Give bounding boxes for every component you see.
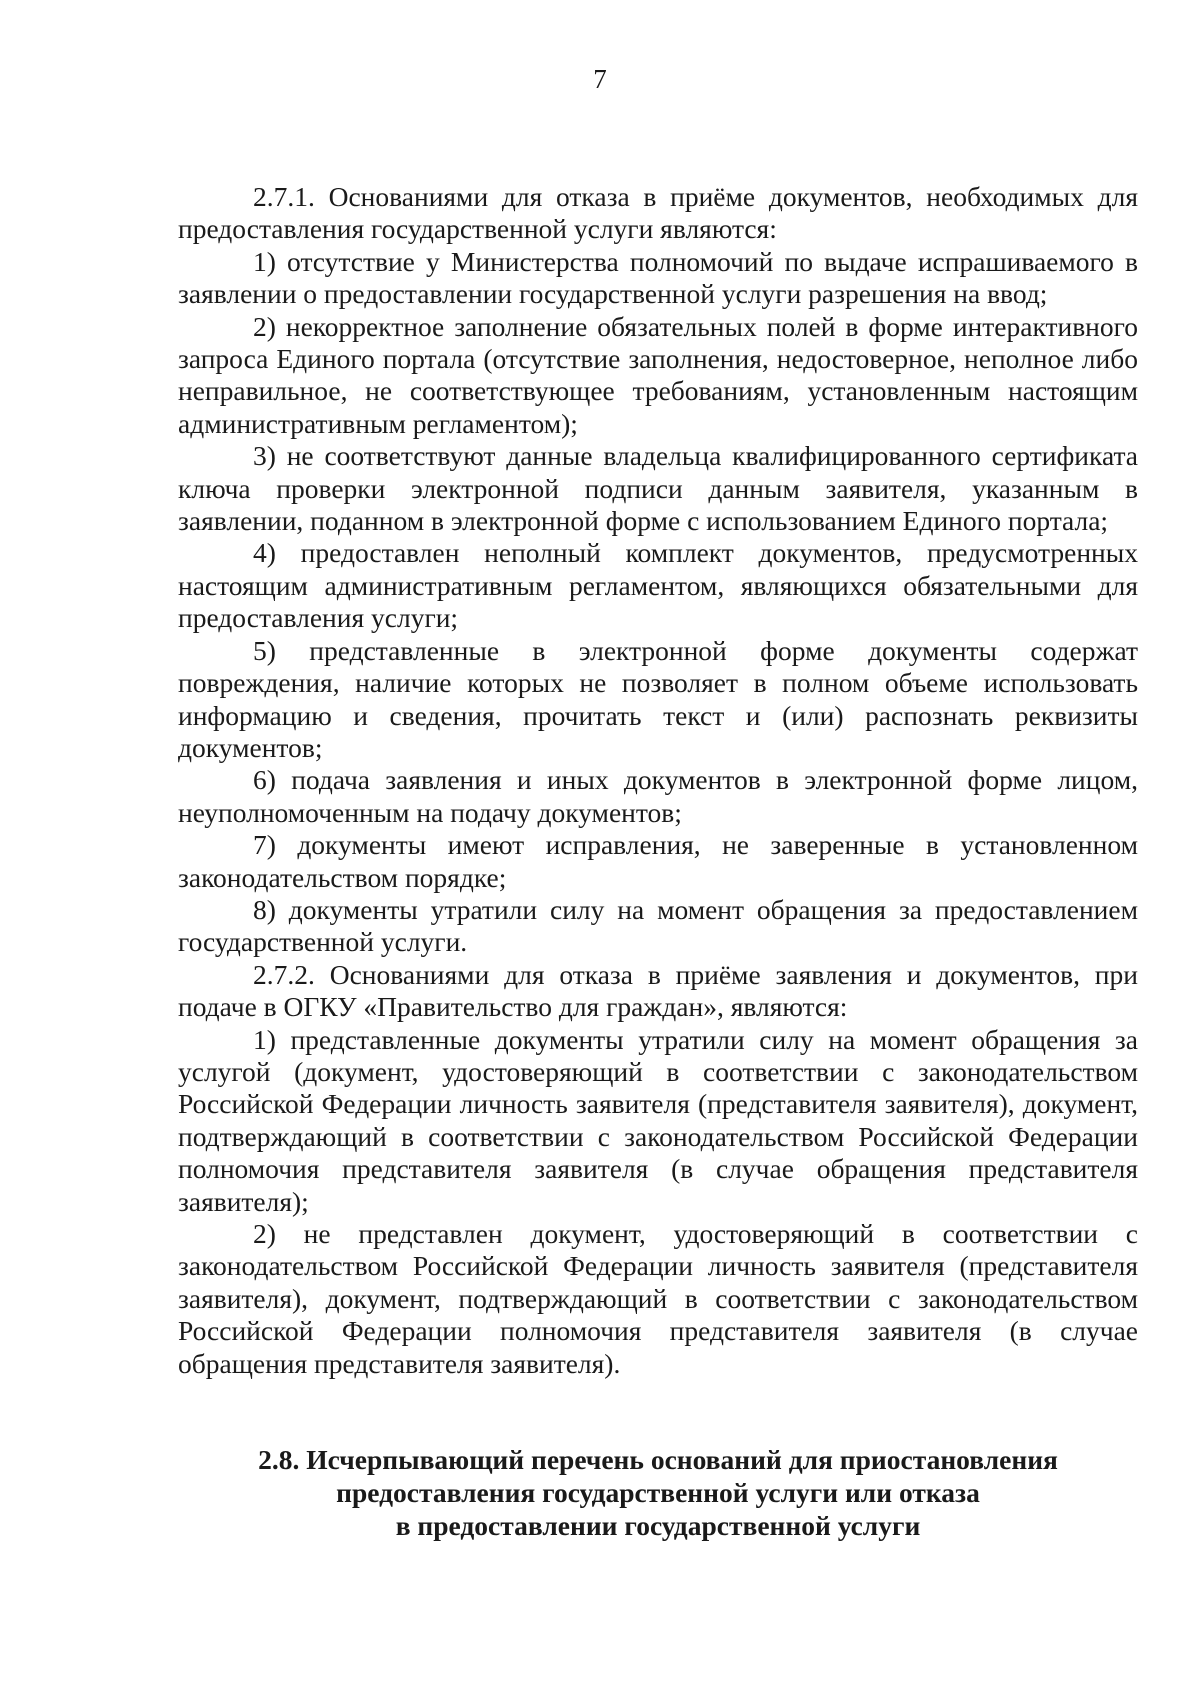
- list-item-1: 1) отсутствие у Министерства полномочий по выдаче испрашиваемого в заявлении о предоставлении государственной услуги разрешения на ввод;: [178, 245, 1138, 310]
- section-heading-line: в предоставлении государственной услуги: [395, 1510, 921, 1541]
- list-item-2-7-2-1: 1) представленные документы утратили силу на момент обращения за услугой (документ, удостоверяющий в соответствии с законодательством Российской Федерации личность заявителя (представителя заявителя), документ, подтверждающий в соответствии с законодательством Российской Федерации полномочия представителя заявителя (в случае обращения представителя заявителя);: [178, 1023, 1138, 1217]
- list-item-2-7-2-2: 2) не представлен документ, удостоверяющий в соответствии с законодательством Российской Федерации личность заявителя (представителя заявителя), документ, подтверждающий в соответствии с законодательством Российской Федерации полномочия представителя заявителя (в случае обращения представителя заявителя).: [178, 1218, 1138, 1379]
- document-body: [178, 181, 1138, 1380]
- list-item-2: 2) некорректное заполнение обязательных полей в форме интерактивного запроса Единого портала (отсутствие заполнения, недостоверное, неполное либо неправильное, не соответствующее требованиям, установленным настоящим административным регламентом);: [178, 310, 1138, 439]
- list-item-5: 5) представленные в электронной форме документы содержат повреждения, наличие которых не позволяет в полном объеме использовать информацию и сведения, прочитать текст и (или) распознать реквизиты документов;: [178, 634, 1138, 763]
- list-item-7: 7) документы имеют исправления, не заверенные в установленном законодательством порядке;: [178, 829, 1138, 893]
- list-item-8: 8) документы утратили силу на момент обращения за предоставлением государственной услуги.: [178, 893, 1138, 958]
- page-number: 7: [593, 64, 607, 94]
- paragraph-2-7-2: 2.7.2. Основаниями для отказа в приёме заявления и документов, при подаче в ОГКУ «Правительство для граждан», являются:: [178, 958, 1138, 1023]
- section-heading-line: предоставления государственной услуги или отказа: [336, 1477, 980, 1508]
- list-item-4: 4) предоставлен неполный комплект документов, предусмотренных настоящим административным регламентом, являющихся обязательными для предоставления услуги;: [178, 537, 1138, 634]
- list-item-3: 3) не соответствуют данные владельца квалифицированного сертификата ключа проверки электронной подписи данным заявителя, указанным в заявлении, поданном в электронной форме с использованием Единого портала;: [178, 440, 1138, 537]
- section-heading-line: 2.8. Исчерпывающий перечень оснований для приостановления: [258, 1444, 1058, 1475]
- list-item-6: 6) подача заявления и иных документов в электронной форме лицом, неуполномоченным на подачу документов;: [178, 764, 1138, 828]
- paragraph-2-7-1: 2.7.1. Основаниями для отказа в приёме документов, необходимых для предоставления государственной услуги являются:: [178, 181, 1138, 245]
- section-heading-2-8: [178, 1443, 1138, 1542]
